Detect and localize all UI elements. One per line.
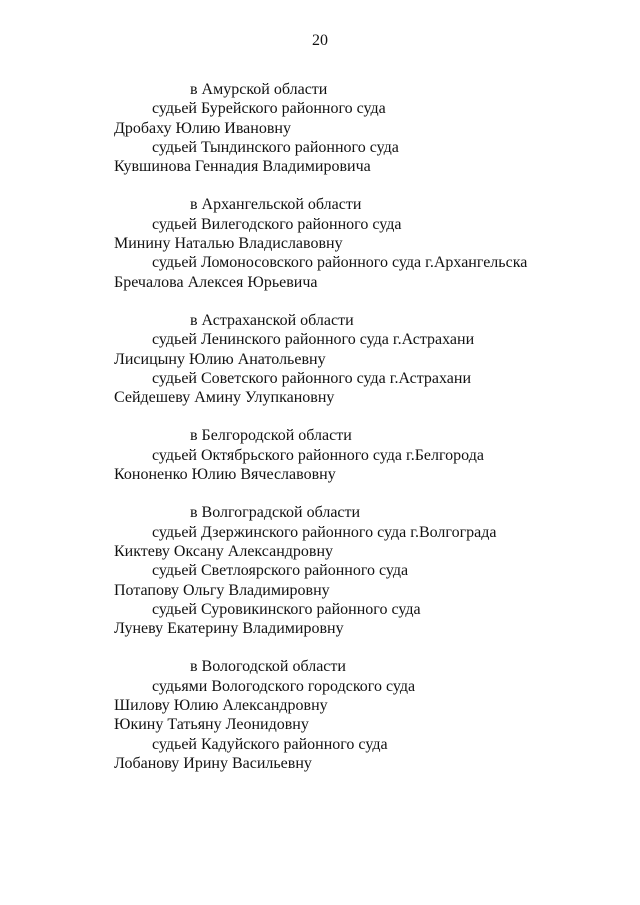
region-section	[114, 426, 614, 484]
judge-name: Юкину Татьяну Леонидовну	[114, 716, 309, 734]
document-body	[114, 80, 614, 792]
court-appointment: судьей Кадуйского районного суда	[152, 735, 388, 753]
court-appointment: судьей Вилегодского районного суда	[152, 215, 402, 233]
judge-name: Кувшинова Геннадия Владимировича	[114, 158, 371, 176]
judge-name: Минину Наталью Владиславовну	[114, 235, 343, 253]
judge-name: Лобанову Ирину Васильевну	[114, 754, 312, 772]
court-appointment: судьей Бурейского районного суда	[152, 100, 386, 118]
court-appointment: судьями Вологодского городского суда	[152, 677, 416, 695]
region-section	[114, 657, 614, 773]
court-appointment: судьей Суровикинского районного суда	[152, 600, 421, 618]
judge-name: Луневу Екатерину Владимировну	[114, 620, 344, 638]
region-heading: в Волгоградской области	[190, 504, 361, 522]
court-appointment: судьей Советского районного суда г.Астрахани	[152, 369, 472, 387]
court-appointment: судьей Ленинского районного суда г.Астрахани	[152, 331, 475, 349]
judge-name: Кононенко Юлию Вячеславовну	[114, 466, 336, 484]
region-section	[114, 195, 614, 291]
judge-name: Бречалова Алексея Юрьевича	[114, 273, 318, 291]
page-number: 20	[312, 32, 328, 49]
judge-name: Шилову Юлию Александровну	[114, 697, 328, 715]
region-section	[114, 80, 614, 176]
region-heading: в Вологодской области	[190, 658, 346, 676]
court-appointment: судьей Октябрьского районного суда г.Белгорода	[152, 446, 484, 464]
judge-name: Потапову Ольгу Владимировну	[114, 581, 330, 599]
judge-name: Киктеву Оксану Александровну	[114, 542, 334, 560]
judge-name: Сейдешеву Амину Улупкановну	[114, 389, 335, 407]
region-heading: в Амурской области	[190, 81, 328, 98]
judge-name: Лисицыну Юлию Анатольевну	[114, 350, 326, 368]
region-section	[114, 311, 614, 407]
judge-name: Дробаху Юлию Ивановну	[114, 119, 291, 137]
court-appointment: судьей Дзержинского районного суда г.Волгограда	[152, 523, 497, 541]
region-heading: в Астраханской области	[190, 311, 354, 329]
court-appointment: судьей Тындинского районного суда	[152, 138, 399, 156]
region-heading: в Архангельской области	[190, 196, 362, 214]
region-section	[114, 503, 614, 638]
court-appointment: судьей Ломоносовского районного суда г.Архангельска	[152, 254, 528, 272]
region-heading: в Белгородской области	[190, 427, 352, 445]
court-appointment: судьей Светлоярского районного суда	[152, 562, 409, 580]
